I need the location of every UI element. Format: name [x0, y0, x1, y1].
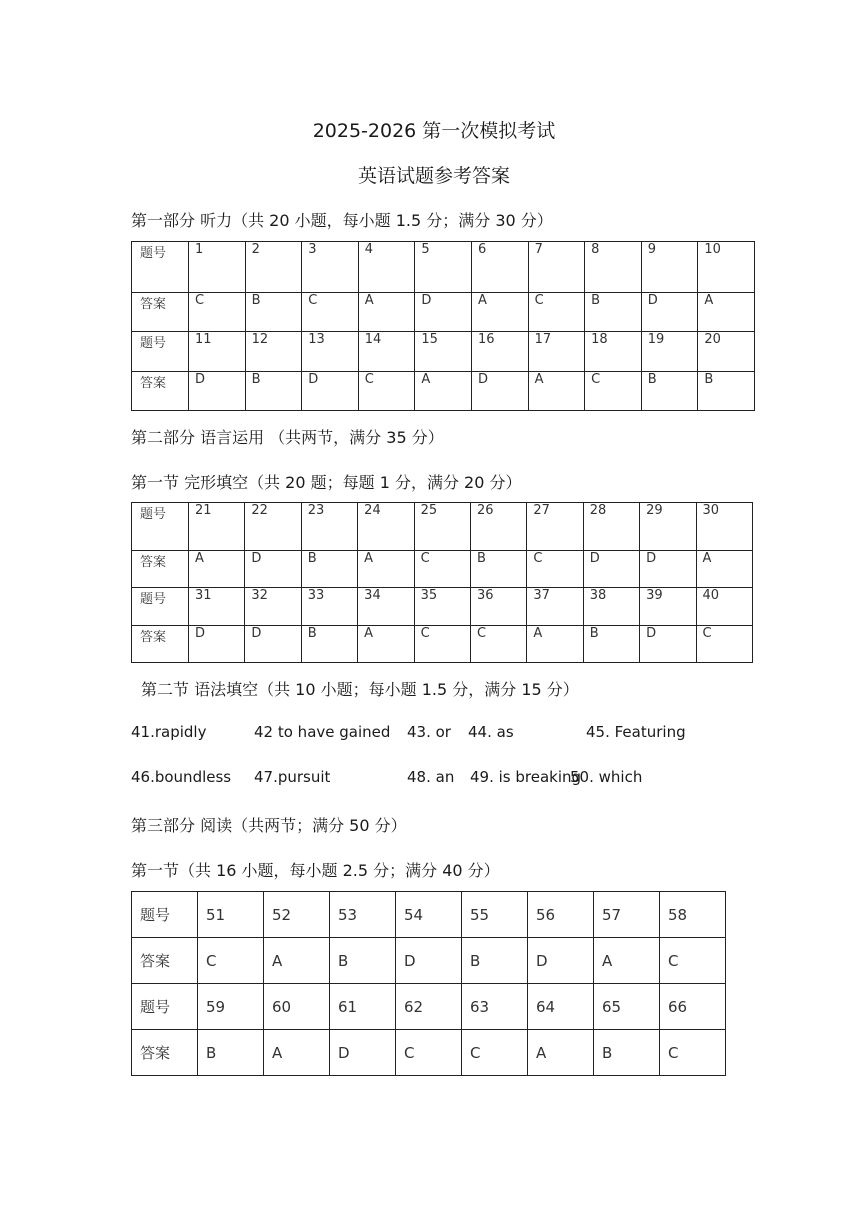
- table-row: [132, 242, 755, 293]
- answer-cell: D: [245, 626, 301, 663]
- question-number-label: 题号: [132, 332, 189, 372]
- question-number-cell: 30: [696, 503, 752, 551]
- answer-cell: A: [264, 938, 330, 984]
- answer-cell: C: [414, 551, 470, 588]
- question-number-cell: 40: [696, 588, 752, 626]
- part3-heading: 第三部分 阅读（共两节；满分 50 分）: [131, 816, 407, 835]
- answer-cell: C: [585, 372, 642, 411]
- table-row: [132, 332, 755, 372]
- table-row: [132, 503, 753, 551]
- answer-cell: B: [198, 1030, 264, 1076]
- answer-cell: D: [330, 1030, 396, 1076]
- answer-label: 答案: [132, 938, 198, 984]
- listening-answer-table: [131, 241, 755, 411]
- question-number-cell: 25: [414, 503, 470, 551]
- answer-label: 答案: [132, 372, 189, 411]
- answer-cell: D: [396, 938, 462, 984]
- question-number-cell: 13: [302, 332, 359, 372]
- answer-cell: D: [302, 372, 359, 411]
- question-number-cell: 65: [594, 984, 660, 1030]
- answer-cell: C: [414, 626, 470, 663]
- question-number-label: 题号: [132, 892, 198, 938]
- question-number-cell: 18: [585, 332, 642, 372]
- question-number-cell: 57: [594, 892, 660, 938]
- answer-cell: D: [245, 551, 301, 588]
- question-number-cell: 62: [396, 984, 462, 1030]
- question-number-cell: 29: [640, 503, 696, 551]
- question-number-cell: 12: [245, 332, 302, 372]
- answer-cell: A: [358, 551, 414, 588]
- answer-cell: D: [640, 551, 696, 588]
- answer-label: 答案: [132, 626, 189, 663]
- question-number-cell: 34: [358, 588, 414, 626]
- question-number-cell: 55: [462, 892, 528, 938]
- table-row: [132, 892, 726, 938]
- grammar-answer-49: 49. is breaking: [470, 768, 582, 786]
- question-number-cell: 14: [358, 332, 415, 372]
- answer-cell: B: [301, 551, 357, 588]
- document-title: 2025-2026 第一次模拟考试: [312, 120, 556, 142]
- question-number-label: 题号: [132, 503, 189, 551]
- answer-cell: B: [698, 372, 755, 411]
- answer-cell: B: [462, 938, 528, 984]
- answer-cell: B: [583, 626, 639, 663]
- answer-label: 答案: [132, 293, 189, 332]
- answer-cell: A: [528, 372, 585, 411]
- answer-cell: C: [528, 293, 585, 332]
- question-number-label: 题号: [132, 984, 198, 1030]
- question-number-cell: 1: [189, 242, 246, 293]
- answer-cell: A: [528, 1030, 594, 1076]
- question-number-cell: 60: [264, 984, 330, 1030]
- answer-cell: C: [198, 938, 264, 984]
- answer-label: 答案: [132, 551, 189, 588]
- question-number-cell: 24: [358, 503, 414, 551]
- question-number-cell: 37: [527, 588, 583, 626]
- answer-cell: D: [189, 372, 246, 411]
- table-row: [132, 984, 726, 1030]
- question-number-cell: 23: [301, 503, 357, 551]
- answer-cell: C: [189, 293, 246, 332]
- table-row: [132, 551, 753, 588]
- answer-cell: C: [396, 1030, 462, 1076]
- answer-cell: B: [330, 938, 396, 984]
- grammar-answer-46: 46.boundless: [131, 768, 232, 786]
- answer-cell: D: [583, 551, 639, 588]
- question-number-cell: 27: [527, 503, 583, 551]
- answer-cell: A: [415, 372, 472, 411]
- answer-cell: A: [471, 293, 528, 332]
- document-subtitle: 英语试题参考答案: [357, 165, 510, 187]
- answer-cell: D: [640, 626, 696, 663]
- answer-cell: C: [660, 938, 726, 984]
- grammar-answer-44: 44. as: [468, 723, 514, 741]
- answer-cell: A: [698, 293, 755, 332]
- grammar-answer-47: 47.pursuit: [254, 768, 331, 786]
- answer-cell: D: [415, 293, 472, 332]
- answer-cell: B: [585, 293, 642, 332]
- answer-cell: B: [245, 293, 302, 332]
- question-number-cell: 58: [660, 892, 726, 938]
- question-number-cell: 17: [528, 332, 585, 372]
- part1-heading: 第一部分 听力（共 20 小题，每小题 1.5 分；满分 30 分）: [131, 211, 553, 230]
- question-number-cell: 51: [198, 892, 264, 938]
- question-number-cell: 32: [245, 588, 301, 626]
- question-number-cell: 15: [415, 332, 472, 372]
- question-number-cell: 59: [198, 984, 264, 1030]
- table-row: [132, 626, 753, 663]
- grammar-answer-45: 45. Featuring: [586, 723, 686, 741]
- table-row: [132, 293, 755, 332]
- answer-cell: B: [641, 372, 698, 411]
- question-number-cell: 35: [414, 588, 470, 626]
- answer-cell: C: [527, 551, 583, 588]
- grammar-answer-43: 43. or: [407, 723, 451, 741]
- table-row: [132, 372, 755, 411]
- table-row: [132, 1030, 726, 1076]
- answer-cell: B: [470, 551, 526, 588]
- part2-section2-heading: 第二节 语法填空（共 10 小题；每小题 1.5 分，满分 15 分）: [141, 680, 579, 699]
- cloze-answer-table: [131, 502, 753, 663]
- answer-cell: C: [470, 626, 526, 663]
- answer-cell: A: [264, 1030, 330, 1076]
- answer-cell: A: [358, 626, 414, 663]
- question-number-cell: 5: [415, 242, 472, 293]
- question-number-cell: 2: [245, 242, 302, 293]
- answer-cell: C: [696, 626, 752, 663]
- question-number-cell: 20: [698, 332, 755, 372]
- question-number-cell: 22: [245, 503, 301, 551]
- part3-section1-heading: 第一节（共 16 小题，每小题 2.5 分；满分 40 分）: [131, 861, 500, 880]
- question-number-cell: 33: [301, 588, 357, 626]
- question-number-cell: 56: [528, 892, 594, 938]
- question-number-cell: 64: [528, 984, 594, 1030]
- question-number-cell: 4: [358, 242, 415, 293]
- grammar-answer-50: 50. which: [570, 768, 643, 786]
- answer-cell: D: [189, 626, 245, 663]
- answer-cell: B: [245, 372, 302, 411]
- reading-answer-table: [131, 891, 726, 1076]
- answer-cell: A: [189, 551, 245, 588]
- grammar-answer-48: 48. an: [407, 768, 455, 786]
- question-number-cell: 36: [470, 588, 526, 626]
- table-row: [132, 938, 726, 984]
- answer-label: 答案: [132, 1030, 198, 1076]
- question-number-cell: 19: [641, 332, 698, 372]
- answer-cell: D: [528, 938, 594, 984]
- answer-cell: D: [471, 372, 528, 411]
- question-number-cell: 3: [302, 242, 359, 293]
- answer-cell: D: [641, 293, 698, 332]
- question-number-label: 题号: [132, 588, 189, 626]
- question-number-cell: 11: [189, 332, 246, 372]
- answer-cell: A: [358, 293, 415, 332]
- question-number-cell: 63: [462, 984, 528, 1030]
- part2-section1-heading: 第一节 完形填空（共 20 题；每题 1 分，满分 20 分）: [131, 473, 522, 492]
- table-row: [132, 588, 753, 626]
- question-number-cell: 54: [396, 892, 462, 938]
- question-number-cell: 61: [330, 984, 396, 1030]
- answer-cell: B: [594, 1030, 660, 1076]
- answer-cell: A: [527, 626, 583, 663]
- answer-cell: C: [660, 1030, 726, 1076]
- question-number-cell: 16: [471, 332, 528, 372]
- answer-cell: C: [358, 372, 415, 411]
- answer-cell: A: [696, 551, 752, 588]
- question-number-cell: 10: [698, 242, 755, 293]
- question-number-cell: 39: [640, 588, 696, 626]
- question-number-cell: 8: [585, 242, 642, 293]
- question-number-cell: 28: [583, 503, 639, 551]
- answer-cell: A: [594, 938, 660, 984]
- question-number-cell: 31: [189, 588, 245, 626]
- question-number-cell: 53: [330, 892, 396, 938]
- grammar-answer-42: 42 to have gained: [254, 723, 391, 741]
- grammar-answer-41: 41.rapidly: [131, 723, 207, 741]
- question-number-cell: 38: [583, 588, 639, 626]
- answer-cell: C: [462, 1030, 528, 1076]
- answer-cell: B: [301, 626, 357, 663]
- question-number-cell: 6: [471, 242, 528, 293]
- question-number-cell: 7: [528, 242, 585, 293]
- question-number-cell: 9: [641, 242, 698, 293]
- part2-heading: 第二部分 语言运用 （共两节，满分 35 分）: [131, 428, 444, 447]
- question-number-cell: 21: [189, 503, 245, 551]
- answer-cell: C: [302, 293, 359, 332]
- question-number-cell: 52: [264, 892, 330, 938]
- question-number-cell: 26: [470, 503, 526, 551]
- question-number-cell: 66: [660, 984, 726, 1030]
- question-number-label: 题号: [132, 242, 189, 293]
